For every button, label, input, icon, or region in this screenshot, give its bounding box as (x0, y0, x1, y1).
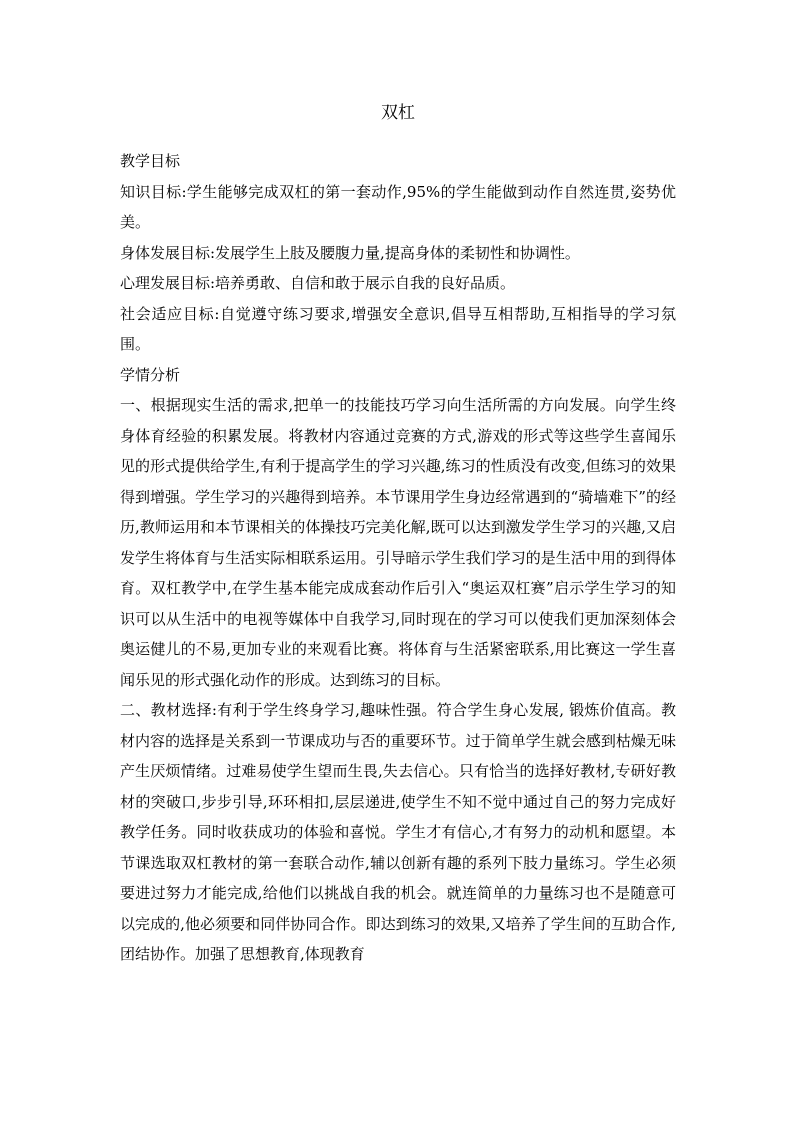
paragraph-psychological-goal: 心理发展目标:培养勇敢、自信和敢于展示自我的良好品质。 (120, 274, 516, 292)
section-heading-student-analysis: 学情分析 (120, 365, 181, 384)
document-title: 双杠 (381, 103, 415, 123)
paragraph-analysis-two: 二、教材选择:有利于学生终身学习,趣味性强。符合学生身心发展, 锻炼价值高。教材内容的选择是关系到一节课成功与否的重要环节。过于简单学生就会感到枯燥无味产生厌烦情绪。过难易使学生望而生畏,失去信心。只有恰当的选择好教材,专研好教材的突破口,步步引导,环环相扣,层层递进,使学生不知不觉中通过自己的努力完成好教学任务。同时收获成功的体验和喜悦。学生才有信心,才有努力的动机和愿望。本节课选取双杠教材的第一套联合动作,辅以创新有趣的系列下肢力量练习。学生必须要进过努力才能完成,给他们以挑战自我的机会。就连简单的力量练习也不是随意可以完成的,他必须要和同伴协同合作。即达到练习的效果,又培养了学生间的互助合作,团结协作。加强了思想教育,体现教育 (120, 701, 676, 963)
paragraph-analysis-one: 一、根据现实生活的需求,把单一的技能技巧学习向生活所需的方向发展。向学生终身体育经验的积累发展。将教材内容通过竞赛的方式,游戏的形式等这些学生喜闻乐见的形式提供给学生,有利于提高学生的学习兴趣,练习的性质没有改变,但练习的效果得到增强。学生学习的兴趣得到培养。本节课用学生身边经常遇到的“骑墙难下”的经历,教师运用和本节课相关的体操技巧完美化解,既可以达到激发学生学习的兴趣,又启发学生将体育与生活实际相联系运用。引导暗示学生我们学习的是生活中用的到得体育。双杠教学中,在学生基本能完成成套动作后引入“奥运双杠赛”启示学生学习的知识可以从生活中的电视等媒体中自我学习,同时现在的学习可以使我们更加深刻体会奥运健儿的不易,更加专业的来观看比赛。将体育与生活紧密联系,用比赛这一学生喜闻乐见的形式强化动作的形成。达到练习的目标。 (120, 396, 676, 689)
paragraph-physical-goal: 身体发展目标:发展学生上肢及腰腹力量,提高身体的柔韧性和协调性。 (120, 243, 580, 262)
paragraph-social-goal: 社会适应目标:自觉遵守练习要求,增强安全意识,倡导互相帮助,互相指导的学习氛围。 (120, 304, 676, 353)
document-page (120, 100, 676, 970)
section-heading-teaching-goals: 教学目标 (120, 152, 181, 170)
paragraph-knowledge-goal: 知识目标:学生能够完成双杠的第一套动作,95%的学生能做到动作自然连贯,姿势优美。 (120, 182, 676, 231)
